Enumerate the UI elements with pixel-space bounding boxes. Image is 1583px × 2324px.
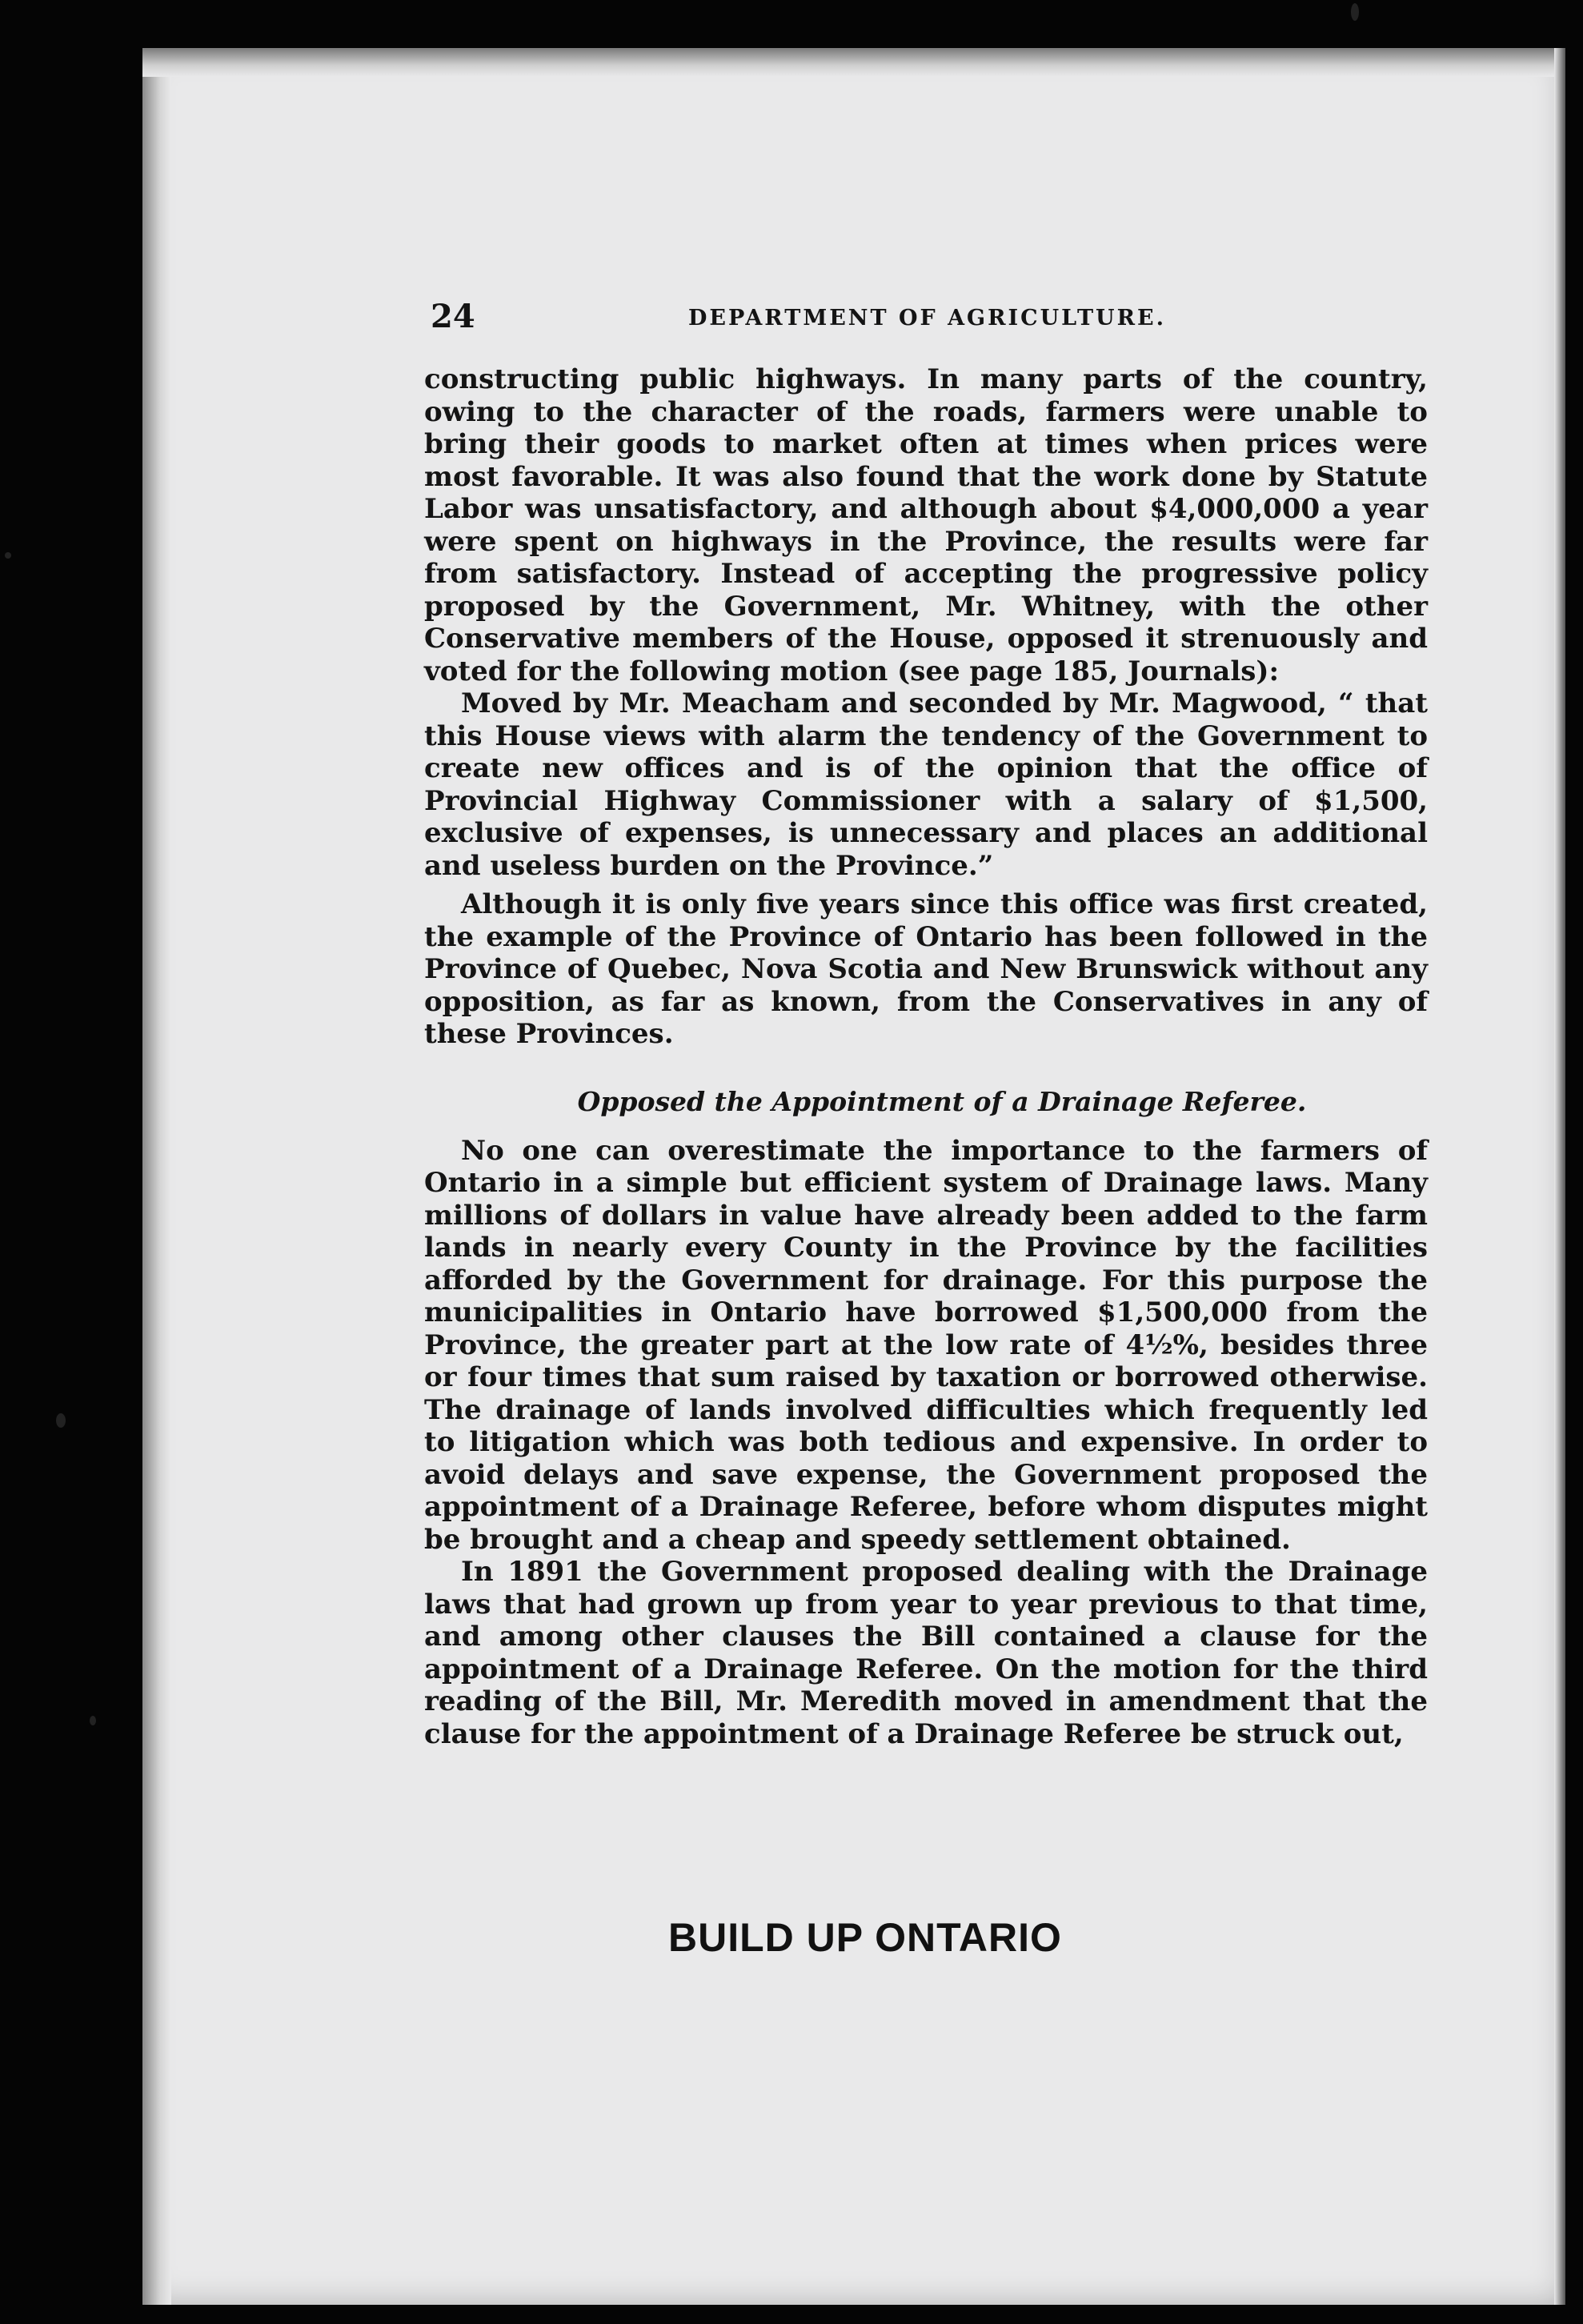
- page-edge: [142, 48, 1565, 77]
- section-heading: Opposed the Appointment of a Drainage Referee.: [577, 1085, 1307, 1117]
- body-paragraph: Although it is only five years since this office was first created, the example of the Province of Ontario has been followed in the Province of Quebec, Nova Scotia and New Brunswick without any opposition, as far as known, from the Conservatives in any of these Provinces.: [424, 888, 1428, 1050]
- scan-speck: [56, 1413, 66, 1428]
- page-edge: [142, 48, 171, 2305]
- body-paragraph: No one can overestimate the importance to the farmers of Ontario in a simple but efficient system of Drainage laws. Many millions of dollars in value have already been added to the farm lands in nearly every County in the Province by the facilities afforded by the Government for drainage. For this purpose the municipalities in Ontario have borrowed $1,500,000 from the Province, the greater part at the low rate of 4½%, besides three or four times that sum raised by taxation or borrowed otherwise. The drainage of lands involved difficulties which frequently led to litigation which was both tedious and expensive. In order to avoid delays and save expense, the Government proposed the appointment of a Drainage Referee, before whom disputes might be brought and a cheap and speedy settlement obtained.: [424, 1134, 1428, 1556]
- page-edge: [1554, 48, 1565, 2305]
- body-paragraph: constructing public highways. In many parts of the country, owing to the character of the roads, farmers were unable to bring their goods to market often at times when prices were most favorable. It was also found that the work done by Statute Labor was unsatisfactory, and although about $4,000,000 a year were spent on highways in the Province, the results were far from satisfactory. Instead of accepting the progressive policy proposed by the Government, Mr. Whitney, with the other Conservative members of the House, opposed it strenuously and voted for the following motion (see page 185, Journals):: [424, 363, 1428, 687]
- footer-slogan: BUILD UP ONTARIO: [668, 1915, 1062, 1960]
- scan-speck: [1351, 3, 1359, 21]
- body-paragraph: In 1891 the Government proposed dealing with the Drainage laws that had grown up from year to year previous to that time, and among other clauses the Bill contained a clause for the appointment of a Drainage Referee. On the motion for the third reading of the Bill, Mr. Meredith moved in amendment that the clause for the appointment of a Drainage Referee be struck out,: [424, 1556, 1428, 1750]
- running-head: [424, 298, 1428, 343]
- body-paragraph: Moved by Mr. Meacham and seconded by Mr. Magwood, “ that this House views with alarm the tendency of the Government to create new offices and is of the opinion that the office of Provincial Highway Commissioner with a salary of $1,500, exclusive of expenses, is unnecessary and places an additional and useless burden on the Province.”: [424, 687, 1428, 882]
- scan-speck: [5, 552, 11, 559]
- scan-speck: [90, 1716, 96, 1725]
- page-text: [424, 298, 1428, 1750]
- running-title: DEPARTMENT OF AGRICULTURE.: [688, 306, 1167, 331]
- page-number: 24: [431, 298, 475, 335]
